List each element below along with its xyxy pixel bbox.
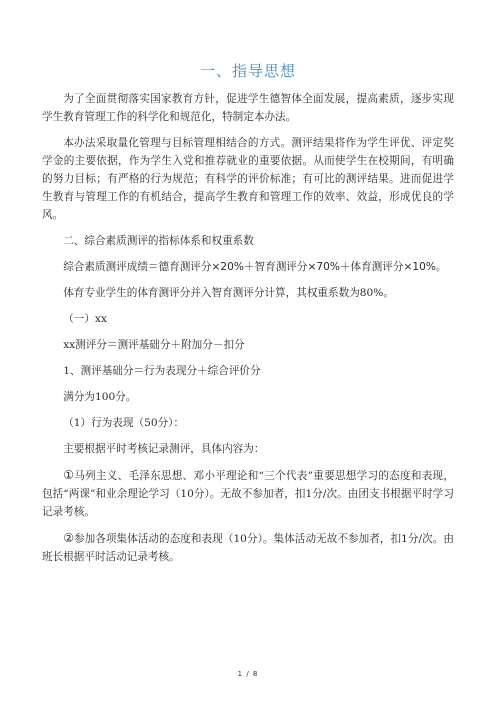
item-text: 马列主义、毛泽东思想、邓小平理论和“三个代表”重要思想学习的态度和表现，包括“两课”和业余理论学习（10分）。无故不参加者，扣1分/次。由团支书根据平时学习记录考核。 (42, 470, 454, 518)
list-item (42, 529, 454, 566)
paragraph-pe-weight: 体育专业学生的体育测评分并入智育测评分计算，其权重系数为80%。 (63, 287, 394, 299)
document-body (42, 90, 454, 574)
list-item (42, 466, 454, 521)
paragraph-behavior-title: （1）行为表现（50分）： (63, 417, 185, 429)
paragraph-base-score: 1、测评基础分＝行为表现分＋综合评价分 (63, 365, 261, 377)
paragraph-purpose: 为了全面贯彻落实国家教育方针，促进学生德智体全面发展，提高素质，逐步实现学生教育管理工作的科学化和规范化，特制定本办法。 (42, 93, 454, 123)
item-text: 参加各项集体活动的态度和表现（10分）。集体活动无故不参加者，扣1分/次。由班长根据平时活动记录考核。 (42, 533, 454, 563)
paragraph-formula: 综合素质测评成绩＝德育测评分×20%＋智育测评分×70%＋体育测评分×10%。 (63, 261, 447, 273)
paragraph-behavior-intro: 主要根据平时考核记录测评，具体内容为： (63, 443, 265, 455)
item-marker: ① (63, 468, 75, 482)
paragraph-full-score: 满分为100分。 (63, 391, 137, 403)
paragraph-method: 本办法采取量化管理与目标管理相结合的方式。测评结果将作为学生评优、评定奖学金的主要依据，作为学生入党和推荐就业的重要依据。从而使学生在校期间，有明确的努力目标；有严格的行为规范；有科学的评价标准；有可比的测评结果。进而促进学生教育与管理工作的有机结合，提高学生教育和管理工作的效率、效益，形成优良的学风。 (42, 137, 454, 221)
section-heading: 一、指导思想 (199, 62, 296, 80)
paragraph-section-two-title: 二、综合素质测评的指标体系和权重系数 (63, 235, 254, 247)
page-indicator: 1 / 8 (237, 670, 259, 678)
paragraph-subsection-one: （一）xx (63, 313, 107, 325)
paragraph-score-formula: xx测评分＝测评基础分＋附加分－扣分 (63, 339, 245, 351)
item-marker: ② (63, 531, 74, 545)
